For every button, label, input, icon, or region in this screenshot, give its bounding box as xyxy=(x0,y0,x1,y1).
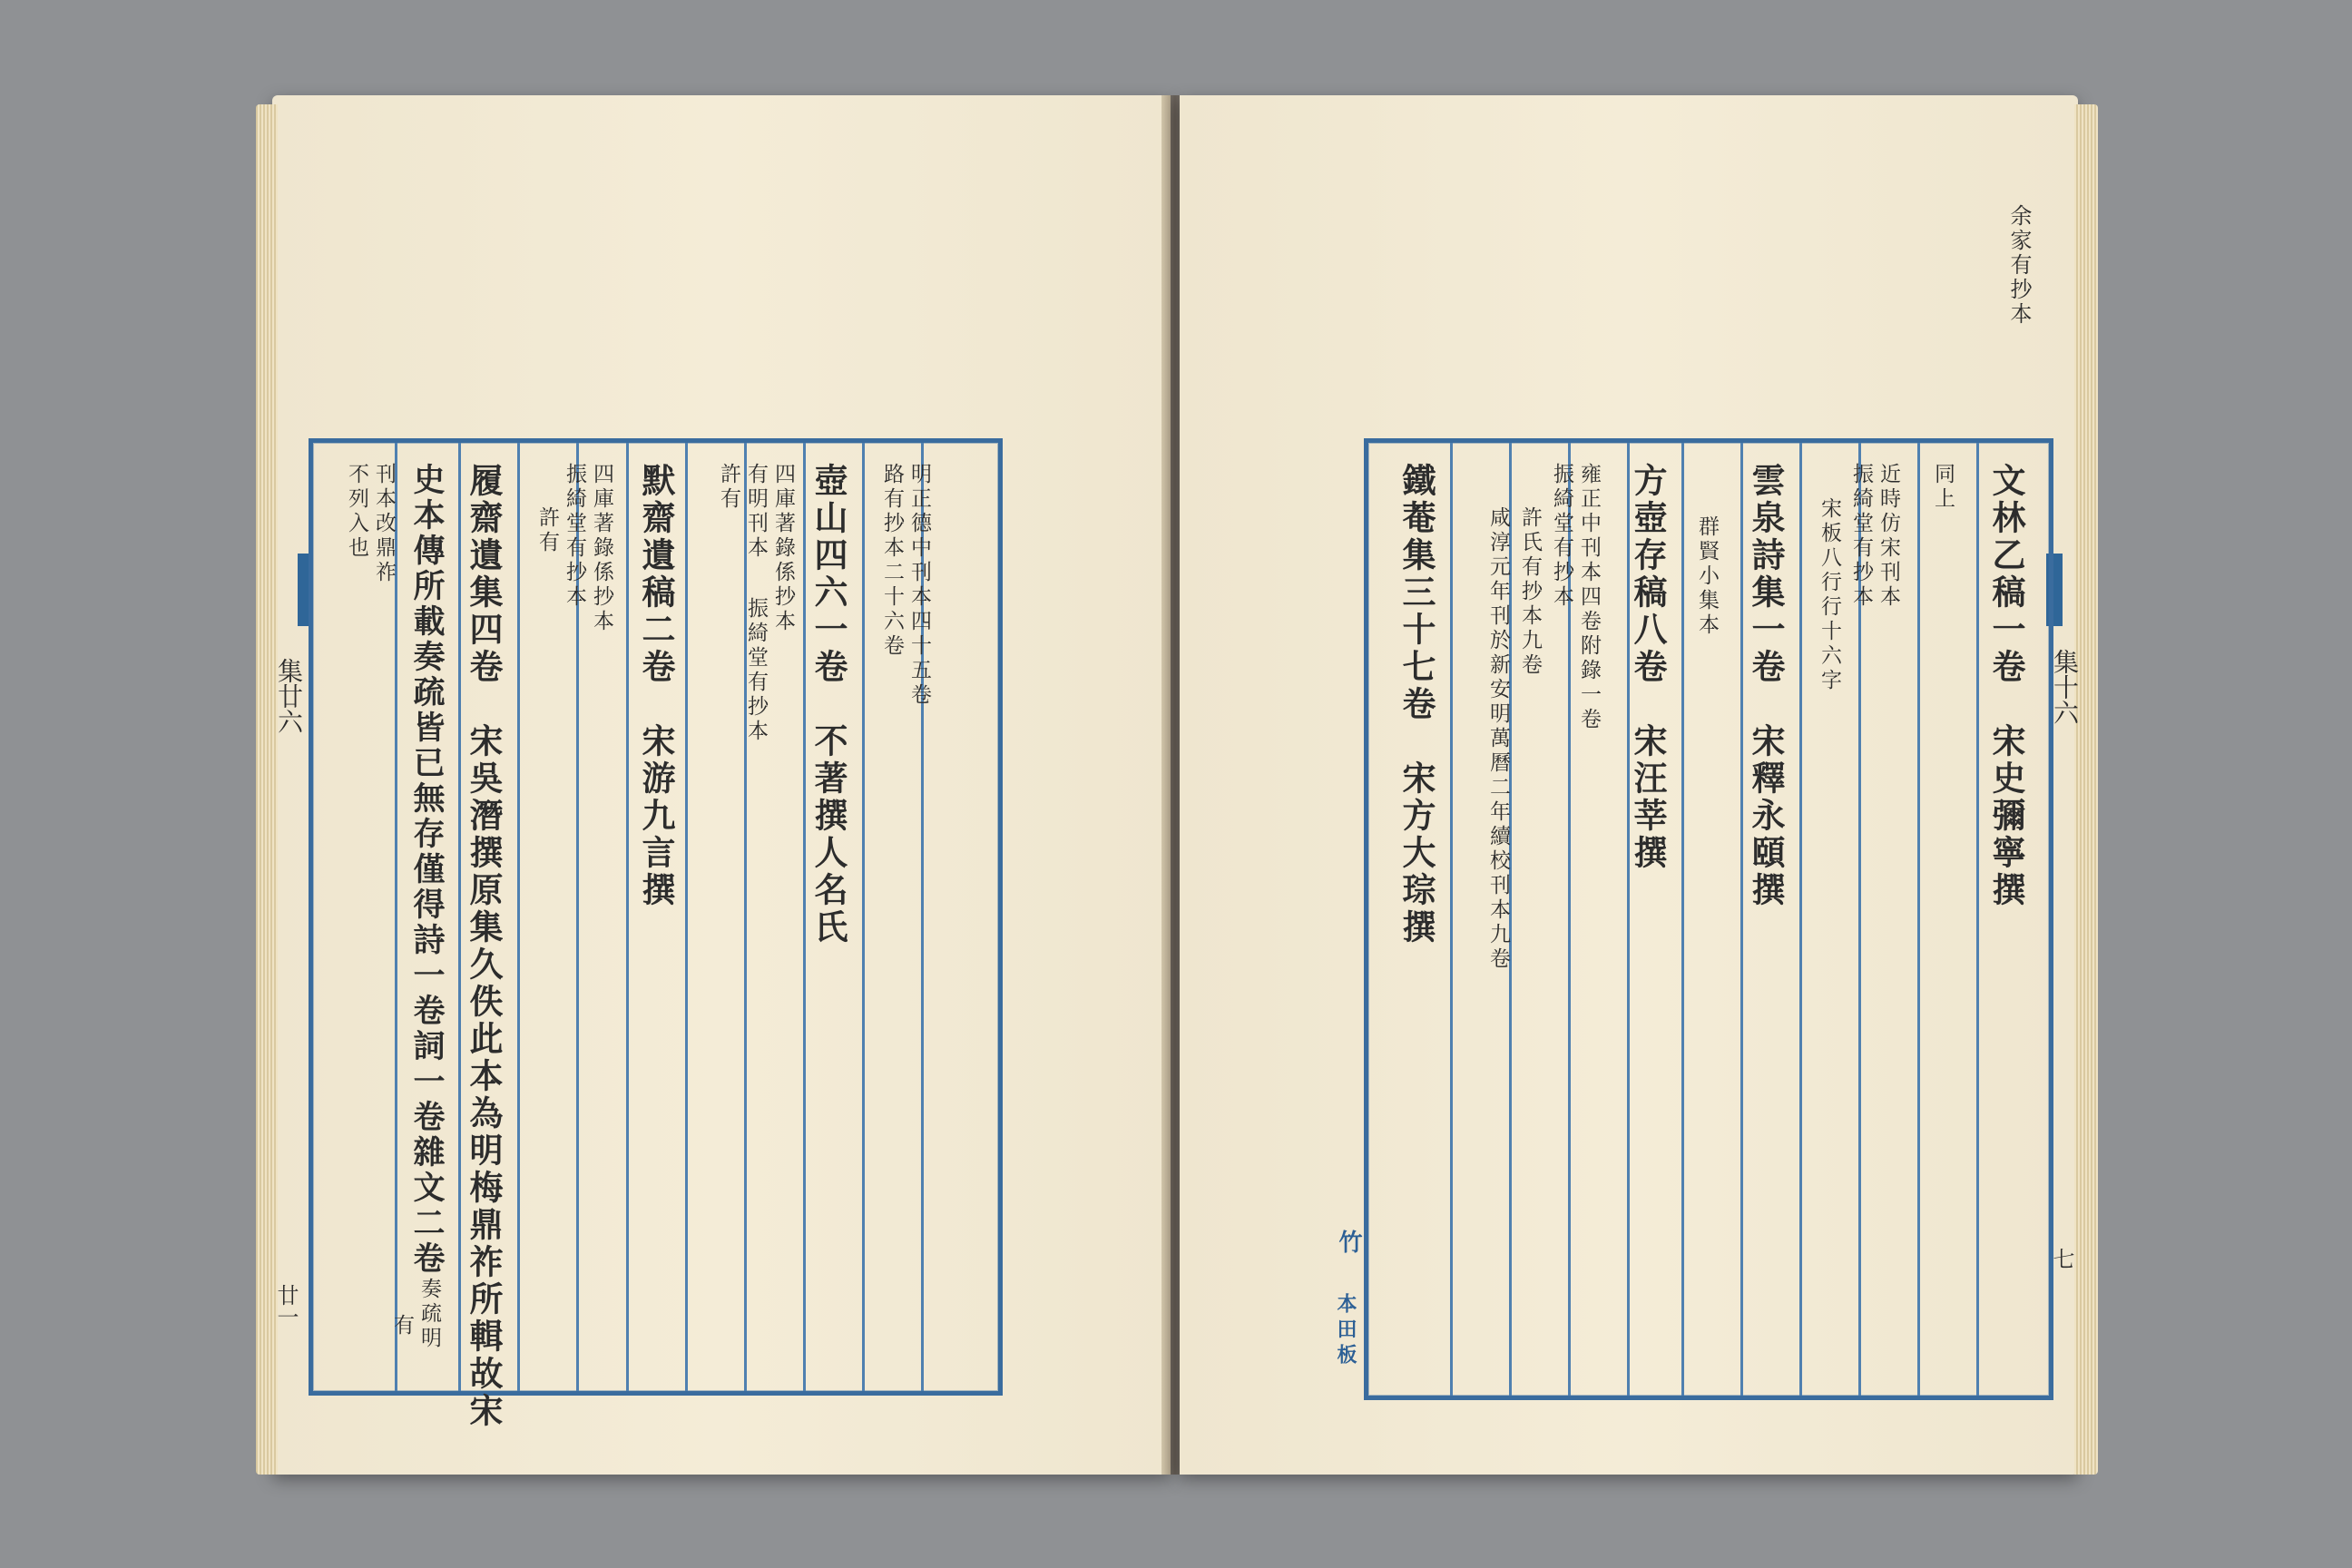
entry-note: 同上 xyxy=(1931,463,1955,512)
entry-note: 宋板八行行十六字 xyxy=(1818,497,1841,693)
left-page-edge xyxy=(256,104,278,1475)
entry-note: 許有 xyxy=(535,506,559,555)
top-margin-note: 余家有抄本 xyxy=(2006,204,2032,327)
entry-title: 鐵菴集三十七卷 宋方大琮撰 xyxy=(1396,463,1436,946)
entry-title: 文林乙稿一卷 宋史彌寧撰 xyxy=(1986,463,2026,909)
entry-note: 振綺堂有抄本 xyxy=(1849,463,1873,610)
entry-note: 許氏有抄本九卷 xyxy=(1518,506,1542,678)
entry-note: 群賢小集本 xyxy=(1695,515,1719,638)
entry-note: 雍正中刊本四卷附錄一卷 xyxy=(1577,463,1601,732)
entry-note: 四庫著錄係抄本 xyxy=(590,463,613,634)
entry-note: 路有抄本二十六卷 xyxy=(880,463,904,659)
left-tab-label: 集廿六 xyxy=(274,658,304,734)
entry-note: 振綺堂有抄本 xyxy=(744,597,768,744)
right-tab-label-bottom: 七 xyxy=(2049,1248,2074,1269)
entry-note: 有明刊本 xyxy=(744,463,768,561)
entry-title: 默齋遺稿二卷 宋游九言撰 xyxy=(636,463,676,909)
left-text-frame xyxy=(309,438,1003,1430)
entry-title: 雲泉詩集一卷 宋釋永頤撰 xyxy=(1746,463,1786,909)
entry-text: 史本傳所載奏疏皆已無存僅得詩一卷詞一卷雜文二卷 xyxy=(408,463,446,1277)
entry-note: 許有 xyxy=(717,463,740,512)
publisher-stamp: 本田板 xyxy=(1334,1293,1357,1369)
entry-note: 奏疏明 xyxy=(417,1278,441,1351)
left-page xyxy=(272,95,1171,1475)
right-page xyxy=(1180,95,2078,1475)
entry-note: 咸淳元年刊於新安明萬曆二年續校刊本九卷 xyxy=(1486,506,1510,972)
right-tab-label: 集十六 xyxy=(2050,649,2080,725)
entry-title: 壺山四六一卷 不著撰人名氏 xyxy=(808,463,848,946)
entry-title: 方壺存稿八卷 宋汪莘撰 xyxy=(1628,463,1668,872)
entry-note: 有 xyxy=(390,1314,414,1338)
entry-note: 振綺堂有抄本 xyxy=(1550,463,1573,610)
right-text-frame xyxy=(1364,438,2053,1400)
entry-note: 四庫著錄係抄本 xyxy=(771,463,795,634)
stamp-bamboo-seal: 竹 xyxy=(1335,1230,1362,1259)
entry-note: 刊本改鼎祚 xyxy=(372,463,396,585)
left-tab-label-bottom: 廿一 xyxy=(273,1284,299,1328)
entry-note: 振綺堂有抄本 xyxy=(563,463,586,610)
entry-note: 不列入也 xyxy=(345,463,368,561)
entry-note: 近時仿宋刊本 xyxy=(1877,463,1900,610)
entry-title: 履齋遺集四卷 宋吳潛撰原集久佚此本為明梅鼎祚所輯故宋 xyxy=(464,463,504,1430)
entry-note: 明正德中刊本四十五卷 xyxy=(907,463,931,708)
open-book xyxy=(272,95,2078,1488)
